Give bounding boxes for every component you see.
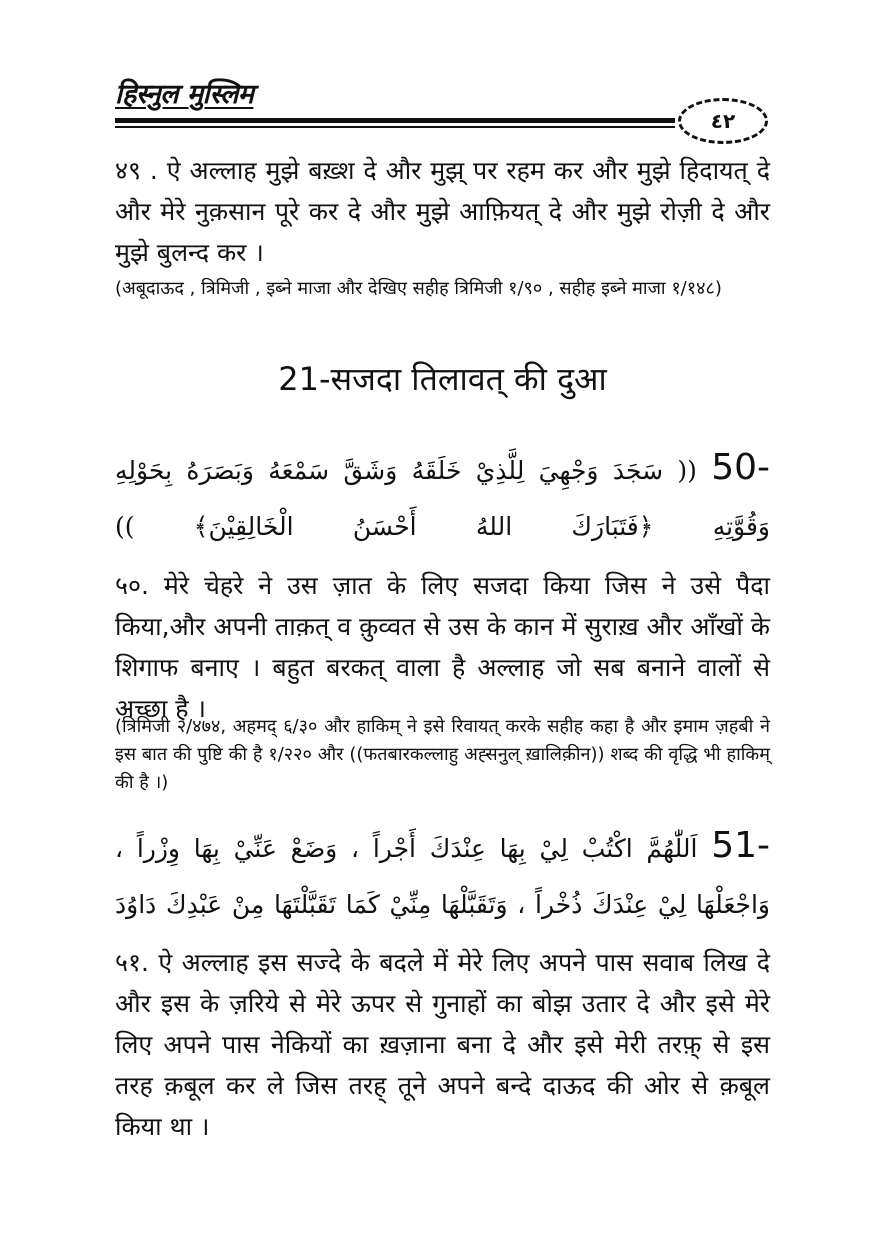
dua-49-reference: (अबूदाऊद , त्रिमिजी , इब्ने माजा और देखिए सहीह त्रिमिजी १/९० , सहीह इब्ने माजा १/१४८) <box>115 278 722 299</box>
dua-50-number: 50- <box>711 447 770 488</box>
dua-49-translation: ४९ . ऐ अल्लाह मुझे बख़्श दे और मुझ् पर रहम कर और मुझे हिदायत् दे और मेरे नुक़सान पूरे कर दे और मुझे आफ़ियत् दे और मुझे रोज़ी दे और मुझे बुलन्द कर । <box>115 156 770 267</box>
dua-51-translation: ५१. ऐ अल्लाह इस सज्दे के बदले में मेरे लिए अपने पास सवाब लिख दे और इस के ज़रिये से मेरे ऊपर से गुनाहों का बोझ उतार दे और इसे मेरे लिए अपने पास नेकियों का ख़ज़ाना बना दे और इसे मेरी तरफ़् से इस तरह क़बूल कर ले जिस तरह् तूने अपने बन्दे दाऊद की ओर से क़बूल किया था । <box>115 948 770 1141</box>
dua-50-arabic <box>115 440 770 555</box>
dua-51-number: 51- <box>711 825 771 866</box>
dua-50-translation: ५०. मेरे चेहरे ने उस ज़ात के लिए सजदा किया जिस ने उसे पैदा किया,और अपनी ताक़त् व क़ुव्वत से उस के कान में सुराख़ और आँखों के शिगाफ बनाए । बहुत बरकत् वाला है अल्लाह जो सब बनाने वालों से अच्छा है । <box>115 571 770 723</box>
page-number: ٤٢ <box>710 109 736 133</box>
page-number-badge <box>678 98 768 144</box>
header-rule-thin <box>115 126 675 128</box>
header-rule-thick <box>115 118 675 123</box>
dua-50-reference: (त्रिमिजी २/४७४, अहमद् ६/३० और हाकिम् ने इसे रिवायत् करके सहीह कहा है और इमाम ज़हबी ने इस बात की पुष्टि की है १/२२० और ((फतबारकल्लाहु अह्सनुल् ख़ालिक़ीन)) शब्द की वृद्धि भी हाकिम् की है ।) <box>115 716 770 793</box>
dua-50-arabic-text: (( سَجَدَ وَجْهِيَ لِلَّذِيْ خَلَقَهُ وَشَقَّ سَمْعَهُ وَبَصَرَهُ بِحَوْلِهِ وَقُوَّتِهِ ﴿فَتَبَارَكَ اللهُ أَحْسَنُ الْخَالِقِيْنَ﴾ )) <box>115 456 770 541</box>
running-header-title: हिस्नुल मुस्लिम <box>115 79 254 110</box>
section-heading: 21-सजदा तिलावत् की दुआ <box>278 360 607 398</box>
dua-51-arabic <box>115 818 770 933</box>
dua-51-arabic-text: اَللّٰهُمَّ اكْتُبْ لِيْ بِهَا عِنْدَكَ أَجْراً ، وَضَعْ عَنِّيْ بِهَا وِزْراً ، وَاجْعَلْهَا لِيْ عِنْدَكَ ذُخْراً ، وَتَقَبَّلْهَا مِنِّيْ كَمَا تَقَبَّلْتَهَا مِنْ عَبْدِكَ دَاوُدَ <box>115 834 770 919</box>
